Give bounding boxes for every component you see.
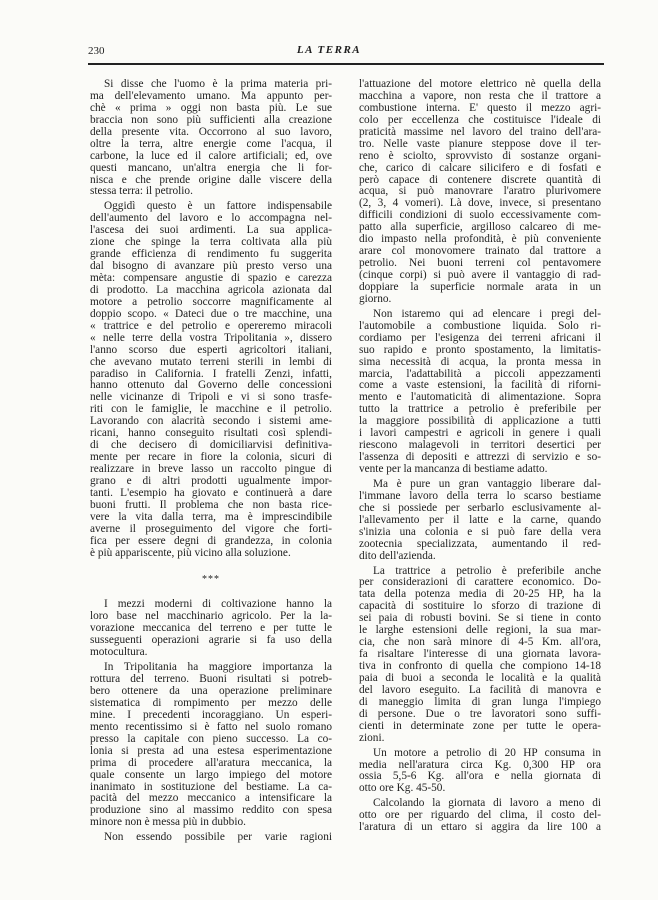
text-line: di che decisero di domiciliarvisi definitiva-	[90, 439, 332, 452]
text-line: dell'aumento del lavoro e lo accompagna nel-	[90, 212, 332, 225]
text-line: In Tripolitania ha maggiore importanza la	[104, 661, 332, 674]
text-line: marcia, l'adattabilità a piccoli appezzamenti	[359, 367, 601, 380]
text-line: acqua, si può manovrare l'aratro plurivomere	[359, 185, 601, 198]
text-line: tata della potenza media di 20-25 HP, ha la	[359, 588, 601, 601]
paragraph	[359, 566, 601, 745]
text-line: motocultura.	[90, 646, 148, 659]
text-line: Calcolando la giornata di lavoro a meno di	[373, 797, 601, 810]
text-line: che avevano mutato terreni sterili in lembi di	[90, 355, 332, 368]
text-line: l'automobile a combustione liquida. Solo ri-	[359, 319, 601, 332]
text-line: realizzare in breve lasso un raccolto pingue di	[90, 463, 332, 475]
text-line: loro base nel macchinario agricolo. Per la la-	[90, 610, 332, 623]
paragraph	[359, 309, 601, 476]
text-line: s'inizia una colonia e si può fare della vera	[359, 525, 601, 538]
text-line: Ma è pure un gran vantaggio liberare dal-	[373, 477, 601, 490]
text-line: colo per eccellenza che costituisce l'ideale di	[359, 113, 601, 126]
text-line: l'anno scorso due esperti agricoltori italiani,	[90, 343, 332, 356]
text-line: come a vaste estensioni, la facilità di riforni-	[359, 379, 601, 392]
text-line: presso la capitale con pieno successo. La co-	[90, 732, 332, 745]
text-line: dio impasto nella profondità, è più conveniente	[359, 233, 601, 246]
text-line: ricani, hanno conseguito risultati così splendi-	[90, 427, 332, 440]
text-line: l'aratura di un ettaro si aggira da lire 100 a	[359, 821, 601, 834]
text-line: ma dell'elevamento umano. Ma appunto per-	[90, 89, 332, 102]
text-line: doppiare la superficie normale arata in un	[359, 280, 601, 293]
text-line: dal bisogno di avanzare più presto verso una	[90, 260, 332, 273]
text-line: paradiso in California. I fratelli Zenzi, infatti,	[90, 367, 332, 380]
text-line: La trattrice a petrolio è preferibile anche	[373, 564, 601, 577]
text-line: « trattrice e del petrolio e opereremo miracoli	[90, 319, 332, 332]
text-line: Oggidì questo è un fattore indispensabile	[104, 200, 332, 213]
text-line: sima necessità di acqua, la pronta messa in	[359, 355, 601, 368]
paragraph	[90, 832, 332, 844]
paragraph	[359, 798, 601, 834]
text-line: media nell'aratura circa Kg. 0,300 HP ora	[359, 758, 601, 771]
header-rule	[88, 63, 604, 65]
paragraph	[90, 662, 332, 829]
text-line: mento recentissimo si è fatto nel suolo romano	[90, 720, 332, 733]
page-number: 230	[88, 45, 105, 57]
text-line: le larghe estensioni delle regioni, la sua mar-	[359, 624, 601, 637]
text-line: per considerazioni di carattere economico. Do-	[359, 576, 601, 589]
text-line: sistematica di rompimento per mezzo delle	[90, 696, 332, 709]
text-line: hanno ottenuto dal Governo delle concessioni	[90, 379, 332, 392]
text-line: petrolio. Nei buoni terreni col pentavomere	[359, 257, 601, 270]
text-line: praticità massime nel lavoro del traino dell'ara-	[359, 125, 601, 138]
text-line: riti con le famiglie, le macchine e il petrolio.	[90, 403, 332, 416]
text-line: lonia si presta ad una estesa esperimentazione	[90, 744, 332, 757]
text-line: che si possiede per serbarlo esclusivamente al-	[359, 501, 601, 514]
text-line: zioni.	[359, 731, 385, 744]
text-line: l'assenza di depositi e attrezzi di servizio e so-	[359, 451, 601, 464]
text-line: fa risaltare l'interesse di una giornata lavora-	[359, 648, 601, 661]
text-line: doppio scopo. « Dateci due o tre macchine, una	[90, 307, 332, 320]
text-line: vente per la mancanza di bestiame adatto.	[359, 463, 548, 475]
text-line: tiva in confronto di quella che compiono 14-18	[359, 660, 601, 672]
text-line: l'ascesa dei suoi ardimenti. La sua applica-	[90, 224, 332, 237]
running-title: LA TERRA	[296, 44, 362, 56]
text-line: suo rapido e pronto spostamento, la limitatis-	[359, 343, 601, 356]
text-line: pacità del mezzo meccanico a intensificare la	[90, 792, 332, 805]
text-line: bero ottenere da una operazione preliminare	[90, 685, 332, 698]
text-line: produzione sino al massimo reddito con spesa	[90, 804, 332, 817]
text-line: mente per recare in fiore la colonia, sicuri di	[90, 451, 332, 464]
text-line: rottura del terreno. Buoni risultati si potreb-	[90, 673, 332, 686]
text-line: braccia non sono più sufficienti alla creazione	[90, 113, 332, 126]
text-line: cienti in determinate zone per tutte le opera-	[359, 719, 601, 732]
text-line: del lavoro eseguito. La facilità di manovra e	[359, 683, 601, 696]
text-line: di prodotto. La macchina agricola azionata dal	[90, 283, 332, 296]
text-line: Non essendo possibile per varie ragioni	[104, 831, 332, 844]
text-line: è più appariscente, più vicino alla soluzione.	[90, 546, 291, 559]
text-line: riescono malagevoli in territori desertici per	[359, 439, 601, 452]
text-line: quale consente un largo impiego del motore	[90, 768, 332, 781]
text-line: buoni frutti. Il problema che non basta rice-	[90, 498, 332, 511]
text-line: giorno.	[359, 292, 392, 305]
left-text-column	[90, 79, 332, 847]
text-line: combustione interna. E' questo il mezzo agri-	[359, 101, 601, 114]
text-line: prima di procedere all'aratura meccanica, la	[90, 756, 332, 769]
text-line: (2, 3, 4 vomeri). Là dove, invece, si presentano	[359, 197, 601, 210]
text-line: inanimato in sostituzione del bestiame. La ca-	[90, 780, 332, 793]
text-line: vere la vita dalla terra, ma è imprescindibile	[90, 510, 332, 523]
text-line: la maggiore possibilità di applicazione a tutti	[359, 415, 601, 428]
paragraph	[359, 79, 601, 306]
text-line: minore non è messa più in dubbio.	[90, 816, 246, 829]
text-line: dito dell'azienda.	[359, 549, 436, 562]
text-line: mèta: compensare angustie di spazio e carezza	[90, 272, 332, 284]
text-line: carbone, la luce ed il calore artificiali; ed, ove	[90, 149, 332, 162]
text-line: cordiamo per l'esigenza dei terreni africani il	[359, 331, 601, 344]
text-line: patto alla superficie, argilloso calcareo di me-	[359, 221, 601, 234]
text-line: Lavorando con alacrità secondo i sistemi ame-	[90, 415, 332, 428]
text-line: motore a petrolio soccorre magnificamente al	[90, 295, 332, 308]
text-line: nisca e che prende origine dalle viscere della	[90, 173, 332, 186]
text-line: difficili condizioni di suolo eccessivamente com-	[359, 209, 601, 222]
text-line: Si disse che l'uomo è la prima materia pri-	[104, 78, 332, 90]
text-line: otto ore Kg. 45-50.	[359, 782, 446, 795]
text-line: macchina a vapore, non resta che il trattore a	[359, 89, 601, 102]
text-line: tanti. L'esempio ha giovato e continuerà a dare	[90, 486, 332, 499]
text-line: l'immane lavoro della terra lo scarso bestiame	[359, 489, 601, 502]
text-line: I mezzi moderni di coltivazione hanno la	[104, 598, 332, 611]
paragraph	[359, 748, 601, 796]
text-line: cia, che non sarà minore di 4-5 Km. all'ora,	[359, 636, 601, 649]
text-line: fica per essere degni di grandezza, in colonia	[90, 534, 332, 547]
text-line: della presente vita. Occorrono al suo lavoro,	[90, 125, 332, 138]
text-line: tro. Nelle vaste pianure steppose dove il ter-	[359, 137, 601, 150]
section-separator: ***	[202, 573, 220, 585]
text-line: tutto la trattrice a petrolio è preferibile per	[359, 403, 601, 416]
text-line: grande efficienza di rendimento fu suggerita	[90, 248, 332, 261]
text-line: nelle vicinanze di Tripoli e vi si sono trasfe-	[90, 391, 332, 404]
text-line: però capace di contenere discrete quantità di	[359, 173, 601, 186]
text-line: sei paia di robusti bovini. Se si tiene in conto	[359, 612, 601, 625]
text-line: Non istaremo qui ad elencare i pregi del-	[373, 307, 601, 320]
text-line: mento e l'automaticità di alimentazione. Sopra	[359, 391, 601, 404]
paragraph	[90, 599, 332, 659]
right-text-column	[359, 79, 601, 837]
text-line: vorazione meccanica del terreno e per tutte le	[90, 622, 332, 635]
text-line: (cinque corpi) si può avere il vantaggio di rad-	[359, 269, 601, 281]
text-line: reno è sciolto, sprovvisto di sostanze organi-	[359, 149, 601, 162]
text-line: ossia 5,5-6 Kg. all'ora e nella giornata di	[359, 770, 601, 783]
text-line: di persone. Due o tre lavoratori sono suffi-	[359, 707, 601, 720]
paragraph	[359, 479, 601, 563]
text-line: di maneggio limita di gran lunga l'impiego	[359, 695, 601, 708]
text-line: l'allevamento per il latte e la carne, quando	[359, 513, 601, 526]
text-line: oltre la terra, altre energie come l'acqua, il	[90, 137, 332, 150]
text-line: zootecnia specializzata, aumentando il red-	[359, 537, 601, 550]
paragraph	[90, 79, 332, 198]
text-line: paia di buoi a seconda le località e la qualità	[359, 671, 601, 684]
text-line: mine. I precedenti incoraggiano. Un esperi-	[90, 708, 332, 721]
text-line: averne il proseguimento del vigore che forti-	[90, 522, 332, 535]
text-line: questi mancano, un'altra energia che li for-	[90, 161, 332, 174]
text-line: capacità di sostituire lo sforzo di trazione di	[359, 600, 601, 613]
text-line: chè « prima » oggi non basta più. Le sue	[90, 101, 332, 114]
text-line: che, carico di calcare silicifero e di fosfati e	[359, 161, 601, 174]
text-line: arare col monovomere trainato dal trattore a	[359, 245, 601, 258]
text-line: i lavori campestri e agricoli in genere i quali	[359, 427, 601, 440]
text-line: otto ore per riguardo del clima, il costo del-	[359, 809, 601, 822]
text-line: susseguenti operazioni agrarie si fa uso della	[90, 634, 332, 647]
text-line: l'attuazione del motore elettrico nè quella della	[359, 78, 601, 90]
text-line: stessa terra: il petrolio.	[90, 185, 193, 198]
paragraph	[90, 201, 332, 559]
text-line: Un motore a petrolio di 20 HP consuma in	[373, 746, 601, 759]
text-line: grano e di altri prodotti ugualmente impor-	[90, 474, 332, 487]
text-line: zione che spinge la terra coltivata alla più	[90, 236, 332, 249]
text-line: « nelle terre della vostra Tripolitania », dissero	[90, 331, 332, 344]
